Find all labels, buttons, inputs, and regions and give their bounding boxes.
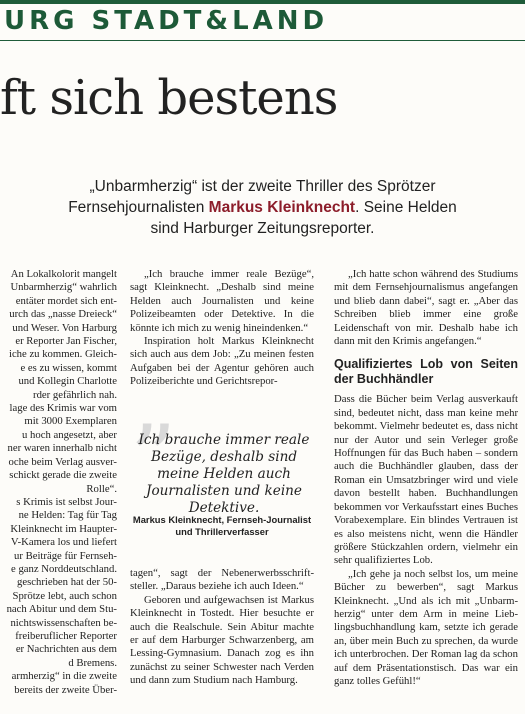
section-header: URG STADT&LAND — [4, 6, 329, 36]
article-column-2 — [130, 268, 314, 389]
paragraph: „Ich gehe ja noch selbst los, um meine Bücher zu bewerben“, sagt Markus Kleinknecht. „Und als ich mit „Unbarmherzig“ unter dem Arm in meine Lieblingsbuchhandlung kam, setzte ich gerade an, über mein Buch zu sprechen, da wurde ich unterbrochen. Der Roman lag da schon auf dem Präsentationstisch. Das war ein ganz tolles Gefühl!“ — [334, 567, 518, 687]
column-1-line: rder gefährlich nah. — [33, 388, 117, 401]
column-1-line: d Bremens. — [68, 656, 117, 669]
column-1-line: u hoch angesetzt, aber — [22, 428, 117, 441]
column-1-line: er Nachrichten aus dem — [15, 643, 117, 656]
article-column-2-continued — [130, 567, 314, 688]
column-1-line: ne Helden: Tag für Tag — [18, 509, 117, 522]
author-name: Markus Kleinknecht — [208, 199, 356, 216]
article-column-3 — [334, 268, 518, 688]
column-1-line: Kleinknecht im Haupter- — [10, 522, 117, 535]
paragraph: Geboren und aufgewachsen ist Markus Kleinknecht in Tostedt. Hier besuchte er auch die Realschule. Sein Abitur machte er auf dem Harburger Schwarzenberg, am Lessing-Gymnasium. Danach zog es ihn zunächst zu seiner Schwester nach Verden und dann zum Studium nach Hamburg. — [130, 593, 314, 687]
subheading: Qualifiziertes Lob von Seiten der Buchhändler — [334, 357, 518, 387]
paragraph: Dass die Bücher beim Verlag ausverkauft sind, bedeutet nicht, dass man keine mehr bekommt. Vielmehr bedeutet es, dass nicht nur der Autor und sein Verleger große Hoffnungen für das Buch haben – sondern auch die Buchhändler glauben, dass der Roman ein Umsatzbringer wird und viele davon bestellt haben. Buchhandlungen bekommen vor Verkaufsstart eines Buches Vorabexemplare. Ein blindes Vertrauen ist es also meistens nicht, wenn die Händler größere Stückzahlen ordern, vielmehr ein sehr qualifiziertes Lob. — [334, 393, 518, 567]
column-1-line: V-Kamera los und liefert — [10, 536, 117, 549]
teaser-line-2 — [0, 197, 525, 218]
pull-quote-source-line-2: und Thrillerverfasser — [175, 526, 269, 537]
column-1-line: freiberuflicher Reporter — [15, 629, 117, 642]
column-1-line: entäter mordet sich ent- — [15, 294, 117, 307]
column-1-line: lage des Krimis war vom — [9, 402, 117, 415]
quote-mark-icon: ” — [130, 406, 177, 511]
column-1-line: mit 3000 Exemplaren — [24, 415, 117, 428]
paragraph: Inspiration holt Markus Kleinknecht sich auch aus dem Job: „Zu meinen festen Aufgaben bei der Agentur gehören auch Polizeiberichte und Gerichtsrepor- — [130, 335, 314, 388]
column-1-line: geschrieben hat der 50- — [16, 576, 117, 589]
teaser-line-2-after: . Seine Helden — [355, 199, 457, 216]
column-1-line: iche zu kommen. Gleich- — [8, 348, 117, 361]
paragraph: „Ich hatte schon während des Studiums mit dem Fernsehjournalismus angefangen und blieb dann dabei“, sagt er. „Aber das Schreiben blieb immer eine große Leidenschaft von mir. Deshalb habe ich dann mit den Krimis angefangen.“ — [334, 268, 518, 348]
column-1-line: er Reporter Jan Fischer, — [15, 335, 117, 348]
column-1-line: An Lokalkolorit mangelt — [10, 268, 117, 280]
column-1-line: schickt gerade die zweite — [9, 469, 117, 482]
column-1-line: Sprötze lebt, auch schon — [12, 589, 117, 602]
headline: ft sich bestens — [0, 70, 338, 126]
column-1-line: ner waren innerhalb nicht — [7, 442, 117, 455]
column-1-line: und Kollegin Charlotte — [18, 375, 117, 388]
column-1-line: nach Abitur und dem Stu- — [6, 603, 117, 616]
column-1-line: s Krimis ist selbst Jour- — [16, 495, 117, 508]
article-column-1 — [0, 268, 117, 697]
teaser-line-3: sind Harburger Zeitungsreporter. — [150, 220, 375, 237]
pull-quote-source — [130, 514, 314, 538]
column-1-line: oche beim Verlag ausver- — [8, 455, 117, 468]
column-1-line: bereits der zweite Über- — [14, 683, 117, 696]
column-1-line: und Weser. Von Harburg — [12, 321, 117, 334]
teaser-line-2-before: Fernsehjournalisten — [68, 199, 209, 216]
header-rule — [0, 40, 525, 41]
teaser-line-1: „Unbarmherzig“ ist der zweite Thriller des Sprötzer — [89, 178, 436, 195]
column-1-line: e es zu wissen, kommt — [20, 361, 117, 374]
pull-quote-source-line-1: Markus Kleinknecht, Fernseh-Journalist — [132, 514, 312, 525]
column-1-line: Rolle“. — [86, 482, 117, 495]
column-1-line: armherzig“ in die zweite — [11, 670, 117, 683]
pull-quote-text: Ich brauche immer reale Bezüge, deshalb sind meine Helden auch Journalisten und keine Detektive. — [138, 432, 310, 516]
column-1-line: Unbarmherzig“ wahrlich — [10, 281, 117, 294]
column-1-line: e ganz Norddeutschland. — [11, 562, 117, 575]
column-1-line: urch das „nasse Dreieck“ — [9, 308, 117, 321]
pull-quote — [130, 406, 314, 558]
paragraph: tagen“, sagt der Nebenerwerbsschriftsteller. „Daraus beziehe ich auch Ideen.“ — [130, 567, 314, 593]
top-color-bar — [0, 0, 525, 4]
paragraph: „Ich brauche immer reale Bezüge“, sagt Kleinknecht. „Deshalb sind meine Helden auch Journalisten und keine Polizeibeamten oder Detektive. In die könnte ich mich zu wenig hineindenken.“ — [130, 268, 314, 334]
teaser — [0, 176, 525, 239]
column-1-line: nichtswissenschaften be- — [10, 616, 117, 629]
column-1-line: ur Beiträge für Fernseh- — [14, 549, 117, 562]
